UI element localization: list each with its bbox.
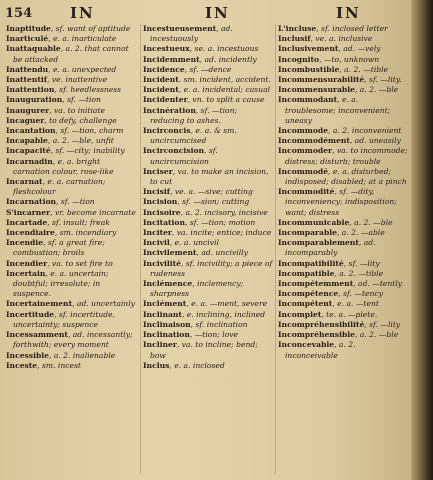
running-headword-left: IN — [70, 4, 95, 22]
entry-headword: Incommoder — [278, 146, 333, 156]
entry-definition: , ad. —vely — [338, 44, 381, 54]
entry-definition: , sf. —lity — [364, 319, 401, 329]
entry-definition: , —to, unknown — [319, 54, 380, 64]
dictionary-entry — [143, 24, 273, 44]
dictionary-entry — [6, 238, 136, 258]
dictionary-entry — [6, 126, 136, 136]
page-number: 154 — [5, 6, 33, 21]
entry-definition: , va. to incommode; distress; disturb; trouble — [285, 146, 408, 166]
entry-definition: , e. a. —tent — [332, 299, 379, 309]
dictionary-entry — [143, 259, 273, 279]
entry-headword: Incommunicable — [278, 217, 350, 227]
dictionary-entry — [143, 228, 273, 238]
entry-definition: , ad. incomparably — [285, 238, 376, 258]
entry-definition: , sf. —tion — [62, 95, 101, 105]
entry-headword: Incommodant — [278, 95, 338, 105]
entry-headword: Inarticulé — [6, 34, 49, 44]
entry-headword: Inaptitude — [6, 24, 51, 33]
entry-definition: , e. inclining, inclined — [181, 309, 266, 319]
entry-definition: , ad. —tently — [353, 279, 403, 289]
dictionary-entry — [143, 320, 273, 330]
entry-headword: Incapable — [6, 136, 48, 146]
column-right — [278, 24, 408, 361]
dictionary-entry — [278, 330, 408, 340]
entry-definition: , inclemency; sharpness — [150, 279, 244, 299]
entry-headword: Incompréhensibilité — [278, 319, 365, 329]
dictionary-entry — [6, 146, 136, 156]
entry-definition: , a. 2. —able — [336, 228, 385, 238]
entry-headword: L'incluse — [278, 24, 317, 33]
entry-definition: , sf. —dence — [184, 64, 232, 74]
dictionary-entry — [6, 299, 136, 309]
entry-definition: , va. to set fire to — [47, 258, 113, 268]
entry-definition: , e. a. disturbed; indisposed; disabled; at a pinch — [285, 166, 407, 187]
dictionary-entry — [143, 218, 273, 228]
entry-headword: Incitation — [143, 217, 185, 227]
entry-headword: Incantation — [6, 126, 56, 136]
entry-definition: , sf. incertitude, uncertainty; suspence — [13, 309, 116, 329]
dictionary-entry — [6, 259, 136, 269]
dictionary-entry — [143, 106, 273, 126]
entry-headword: Incestueux — [143, 44, 190, 54]
entry-headword: Incendie — [6, 238, 44, 248]
dictionary-entry — [143, 238, 273, 248]
dictionary-entry — [278, 24, 408, 34]
dictionary-entry — [6, 269, 136, 300]
dictionary-entry — [6, 85, 136, 95]
entry-definition: , a. 2. —ble — [355, 330, 399, 340]
entry-definition: , sf. —city; inability — [50, 146, 125, 156]
entry-definition: , a. 2. —ble — [354, 85, 399, 95]
entry-definition: , sf. want of aptitude — [50, 24, 131, 33]
entry-definition: , sf. uncircumcision — [150, 146, 218, 166]
entry-headword: Incarnadin — [6, 156, 53, 166]
entry-definition: , —tion; love — [189, 330, 239, 340]
dictionary-entry — [143, 248, 273, 258]
entry-definition: , a. 2. that cannot be attacked — [13, 44, 129, 64]
entry-headword: Incommensurable — [278, 85, 355, 95]
entry-headword: Incaguer — [6, 115, 45, 125]
entry-definition: , sf. —lity — [343, 258, 380, 268]
dictionary-entry — [143, 310, 273, 320]
entry-definition: , sf. —sion; cutting — [177, 197, 250, 207]
entry-headword: Inattentif — [6, 75, 48, 85]
entry-definition: , te. a. —plete. — [321, 309, 378, 319]
dictionary-entry — [143, 95, 273, 105]
dictionary-entry — [6, 310, 136, 330]
entry-headword: Inattention — [6, 85, 55, 95]
entry-headword: Inconcevable — [278, 340, 335, 350]
column-center — [143, 24, 273, 371]
entry-headword: Inclus — [143, 360, 170, 370]
entry-definition: , e. a. inarticulate — [48, 34, 117, 44]
entry-headword: Incidemment — [143, 54, 200, 64]
entry-definition: , va. to make an incision, to cut — [150, 166, 269, 187]
dictionary-entry — [143, 187, 273, 197]
entry-definition: , e. a. unexpected — [48, 64, 117, 74]
entry-headword: Incarnation — [6, 197, 57, 207]
entry-definition: , sf. a great fire; combustion; broils — [13, 238, 105, 258]
dictionary-entry — [6, 228, 136, 238]
dictionary-entry — [6, 177, 136, 197]
dictionary-entry — [6, 24, 136, 34]
entry-headword: Incartade — [6, 217, 48, 227]
entry-headword: Incombustible — [278, 64, 340, 74]
entry-definition: , sf. insult; freak — [47, 217, 110, 227]
entry-headword: Inclusivement — [278, 44, 339, 54]
entry-headword: Incertitude — [6, 309, 55, 319]
dictionary-entry — [143, 126, 273, 146]
entry-headword: Inciter — [143, 228, 172, 238]
dictionary-entry — [6, 34, 136, 44]
dictionary-entry — [278, 299, 408, 309]
entry-headword: Incessamment — [6, 330, 68, 340]
entry-definition: , e. a. uncertain; doubtful; irresolute; in suspence. — [13, 268, 109, 299]
dictionary-entry — [143, 361, 273, 371]
entry-definition: , e. a. bright carnation colour, rose-like — [13, 156, 114, 176]
dictionary-entry — [143, 330, 273, 340]
entry-headword: Incompatible — [278, 268, 335, 278]
entry-definition: , ve. inattentive — [47, 75, 108, 85]
entry-headword: Incarnat — [6, 177, 43, 187]
dictionary-entry — [278, 238, 408, 258]
entry-definition: . sm. incident, accident. — [178, 75, 271, 85]
dictionary-entry — [278, 55, 408, 65]
entry-definition: , sf. heedlessness — [54, 85, 122, 95]
dictionary-entry — [143, 44, 273, 54]
entry-headword: Inclinaison — [143, 319, 191, 329]
dictionary-entry — [278, 269, 408, 279]
dictionary-entry — [278, 65, 408, 75]
dictionary-entry — [278, 126, 408, 136]
dictionary-entry — [6, 157, 136, 177]
dictionary-entry — [6, 75, 136, 85]
entry-headword: Incident — [143, 85, 179, 95]
entry-headword: Incompréhensible — [278, 330, 355, 340]
column-divider — [275, 24, 276, 474]
entry-headword: Incivil — [143, 238, 170, 248]
dictionary-entry — [278, 259, 408, 269]
entry-definition: , sf. —tion; motion — [185, 217, 256, 227]
entry-headword: Incognito — [278, 54, 320, 64]
entry-definition: , vn. to split a cause — [187, 95, 265, 105]
dictionary-entry — [278, 218, 408, 228]
entry-headword: Incompétent — [278, 299, 333, 309]
dictionary-entry — [278, 44, 408, 54]
entry-headword: Incomplet — [278, 309, 322, 319]
dictionary-entry — [278, 289, 408, 299]
entry-headword: Inclément — [143, 299, 187, 309]
dictionary-entry — [143, 340, 273, 360]
dictionary-entry — [6, 351, 136, 361]
entry-headword: Incessible — [6, 350, 49, 360]
entry-definition: , to defy, challenge — [44, 115, 117, 125]
dictionary-entry — [143, 167, 273, 187]
entry-definition: , e. a. troublesome; inconvenient; uneasy — [285, 95, 391, 125]
entry-definition: , ad. uncivilly — [196, 248, 248, 258]
entry-headword: Inclusif — [278, 34, 311, 44]
entry-headword: Incision — [143, 197, 178, 207]
dictionary-entry — [278, 75, 408, 85]
entry-headword: Incommodément — [278, 136, 350, 146]
entry-headword: Incidenter — [143, 95, 188, 105]
entry-definition: , ad. uncertainly — [72, 299, 135, 309]
book-binding — [411, 0, 433, 480]
entry-headword: Incommodé — [278, 166, 329, 176]
entry-definition: , va. to incline; bend; bow — [150, 340, 258, 360]
entry-definition: , a. 2. —ble — [349, 217, 393, 227]
entry-definition: , sf. inclosed letter — [316, 24, 388, 33]
dictionary-entry — [143, 55, 273, 65]
entry-headword: Incomparable — [278, 228, 337, 238]
dictionary-entry — [278, 136, 408, 146]
entry-definition: , e. a. —ment, severe — [186, 299, 268, 309]
entry-definition: , ad. uneasily — [349, 136, 401, 146]
entry-definition: , a. 2. inconceivable — [285, 340, 356, 360]
entry-headword: Inceste — [6, 360, 38, 370]
entry-headword: Inauguration — [6, 95, 63, 105]
dictionary-entry — [143, 75, 273, 85]
entry-headword: Incisif — [143, 187, 171, 197]
entry-headword: Incomparablement — [278, 238, 359, 248]
entry-headword: Inclination — [143, 330, 190, 340]
entry-headword: Inclinant — [143, 309, 182, 319]
entry-definition: , ad. incessantly; forthwith; every moment — [13, 330, 133, 350]
entry-definition: , a. 2. inalienable — [49, 350, 116, 360]
entry-headword: Inattendu — [6, 64, 49, 74]
entry-headword: Incliner — [143, 340, 177, 350]
dictionary-entry — [278, 95, 408, 126]
entry-headword: Incidence — [143, 64, 185, 74]
running-headword-right: IN — [336, 4, 361, 22]
dictionary-entry — [6, 361, 136, 371]
entry-headword: Incapacité — [6, 146, 51, 156]
entry-headword: Incompatibilité — [278, 258, 344, 268]
dictionary-entry — [6, 106, 136, 116]
column-left — [6, 24, 136, 371]
entry-headword: Incertainement — [6, 299, 73, 309]
entry-definition: , sf. —dity, inconveniency; indisposition; want; distress — [285, 187, 397, 217]
entry-definition: , a. 2. —tible — [334, 268, 384, 278]
entry-headword: S'incarner — [6, 207, 51, 217]
dictionary-entry — [278, 85, 408, 95]
dictionary-entry — [6, 330, 136, 350]
dictionary-entry — [278, 167, 408, 187]
dictionary-entry — [143, 197, 273, 207]
dictionary-entry — [6, 44, 136, 64]
entry-definition: , sf. incivility; a piece of rudeness — [150, 258, 273, 278]
dictionary-entry — [6, 218, 136, 228]
column-divider — [140, 24, 141, 474]
entry-definition: , va. incite; entice; induce — [171, 228, 272, 238]
entry-headword: Inciser — [143, 166, 173, 176]
dictionary-entry — [143, 208, 273, 218]
entry-headword: Incisoire — [143, 207, 181, 217]
entry-definition: , sf. —tion, charm — [55, 126, 124, 136]
entry-definition: , e. a. incidental; casual — [178, 85, 271, 95]
entry-definition: , ad. incestuously — [150, 24, 233, 44]
entry-definition: , a. 2. inconvenient — [328, 126, 402, 136]
dictionary-entry — [278, 279, 408, 289]
dictionary-entry — [278, 187, 408, 218]
dictionary-entry — [6, 65, 136, 75]
entry-headword: Incommodité — [278, 187, 335, 197]
dictionary-entry — [278, 228, 408, 238]
entry-definition: , vr. become incarnate — [50, 207, 136, 217]
dictionary-entry — [278, 146, 408, 166]
entry-definition: , sf. —tion; reducing to ashes. — [150, 105, 238, 125]
dictionary-entry — [278, 310, 408, 320]
entry-headword: Incident — [143, 75, 179, 85]
entry-headword: Incompétence — [278, 289, 339, 299]
entry-definition: , sf. —lity. — [364, 75, 402, 85]
dictionary-entry — [6, 197, 136, 207]
entry-headword: Incivilité — [143, 258, 181, 268]
entry-headword: Incirconcision — [143, 146, 205, 156]
entry-definition: , ve. a. inclusive — [310, 34, 373, 44]
entry-definition: , sf. inclination — [190, 319, 248, 329]
entry-definition: , ad. incidently — [199, 54, 257, 64]
entry-headword: Incestueusement — [143, 24, 217, 33]
entry-headword: Inaugurer — [6, 105, 50, 115]
dictionary-entry — [6, 116, 136, 126]
entry-definition: , sf. —tion — [56, 197, 95, 207]
entry-headword: Incivilement — [143, 248, 197, 258]
entry-headword: Incompétemment — [278, 279, 354, 289]
dictionary-entry — [6, 208, 136, 218]
entry-definition: , e. a. & sm. uncircumcised — [150, 126, 237, 146]
dictionary-entry — [6, 136, 136, 146]
dictionary-entry — [143, 65, 273, 75]
entry-definition: , e. a. uncivil — [169, 238, 219, 248]
entry-definition: , sf. —tency — [338, 289, 383, 299]
dictionary-entry — [143, 85, 273, 95]
entry-headword: Incendiaire — [6, 228, 55, 238]
entry-definition: , a. 2. incisory, incisive — [180, 207, 268, 217]
entry-definition: , e. a. carnation; fleshcolour — [13, 177, 106, 197]
page-header — [0, 3, 411, 23]
entry-definition: , e. a. inclosed — [169, 360, 225, 370]
dictionary-entry — [278, 34, 408, 44]
dictionary-entry — [143, 299, 273, 309]
entry-headword: Incertain — [6, 268, 46, 278]
entry-headword: Incinération — [143, 105, 196, 115]
entry-definition: , ve. a. —sive; cutting — [170, 187, 253, 197]
dictionary-entry — [143, 146, 273, 166]
entry-headword: Incendier — [6, 258, 48, 268]
dictionary-entry — [278, 320, 408, 330]
entry-headword: Incirconcis — [143, 126, 191, 136]
entry-headword: Incommode — [278, 126, 329, 136]
dictionary-entry — [6, 95, 136, 105]
dictionary-entry — [278, 340, 408, 360]
entry-headword: Inclémence — [143, 279, 193, 289]
running-headword-center: IN — [205, 4, 230, 22]
entry-headword: Incommensurabilité — [278, 75, 365, 85]
entry-definition: , se. a. incestuous — [189, 44, 259, 54]
entry-definition: , sm. incendiary — [54, 228, 117, 238]
entry-headword: Inattaquable — [6, 44, 61, 54]
entry-definition: , a. 2. —tible — [339, 64, 389, 74]
entry-definition: , a. 2. —ble, unfit — [47, 136, 114, 146]
entry-definition: , va. to initiate — [49, 105, 105, 115]
entry-definition: , sm. incest — [37, 360, 81, 370]
dictionary-entry — [143, 279, 273, 299]
